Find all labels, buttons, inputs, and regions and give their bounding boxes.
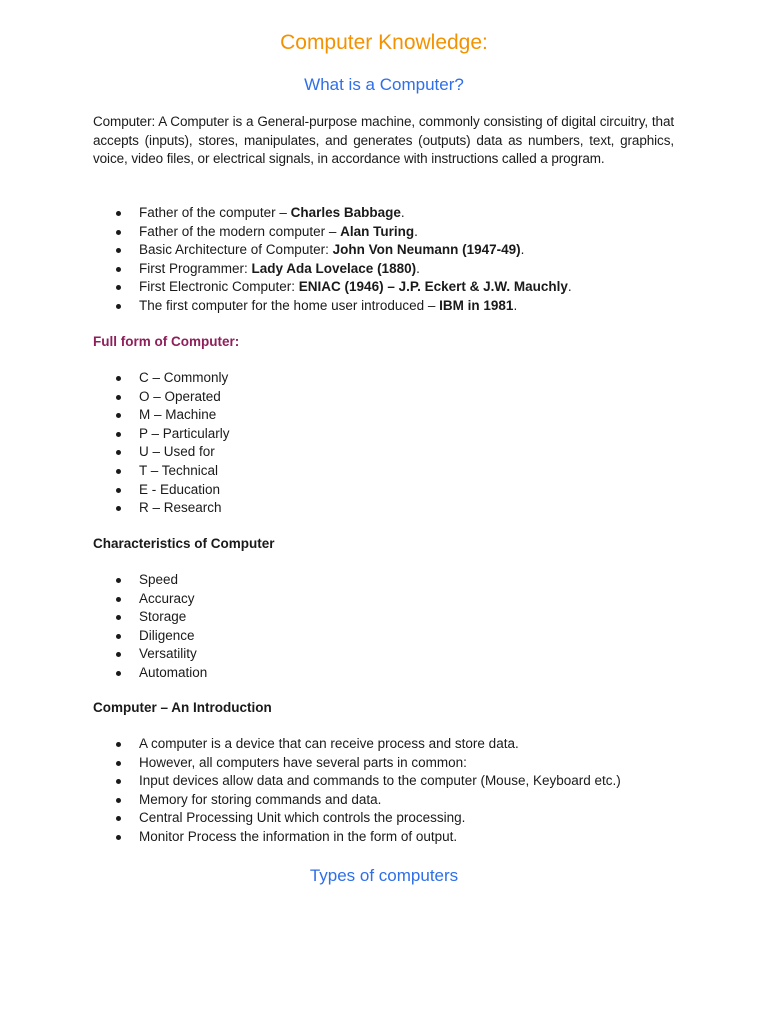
bullet-icon — [116, 761, 121, 766]
introduction-list — [93, 735, 693, 847]
list-item: Accuracy — [93, 590, 693, 609]
list-item: Basic Architecture of Computer: John Von Neumann (1947-49). — [93, 241, 693, 260]
bullet-icon — [116, 230, 121, 235]
introduction-heading: Computer – An Introduction — [93, 700, 272, 715]
list-item: Father of the computer – Charles Babbage. — [93, 204, 693, 223]
list-item: Diligence — [93, 627, 693, 646]
bullet-icon — [116, 506, 121, 511]
characteristics-heading: Characteristics of Computer — [93, 536, 275, 551]
bullet-icon — [116, 432, 121, 437]
list-item: R – Research — [93, 499, 693, 518]
full-form-list — [93, 369, 693, 518]
bullet-icon — [116, 267, 121, 272]
bullet-icon — [116, 304, 121, 309]
list-item: Automation — [93, 664, 693, 683]
bullet-icon — [116, 248, 121, 253]
full-form-heading: Full form of Computer: — [93, 334, 240, 349]
bullet-icon — [116, 285, 121, 290]
bullet-icon — [116, 488, 121, 493]
bullet-icon — [116, 779, 121, 784]
what-is-computer-heading: What is a Computer? — [304, 75, 464, 94]
list-item: Input devices allow data and commands to the computer (Mouse, Keyboard etc.) — [93, 772, 693, 791]
bullet-icon — [116, 798, 121, 803]
bullet-icon — [116, 376, 121, 381]
bullet-icon — [116, 742, 121, 747]
list-item: T – Technical — [93, 462, 693, 481]
list-item: Storage — [93, 608, 693, 627]
bullet-icon — [116, 634, 121, 639]
bullet-icon — [116, 413, 121, 418]
list-item: O – Operated — [93, 388, 693, 407]
list-item: Memory for storing commands and data. — [93, 791, 693, 810]
list-item: Father of the modern computer – Alan Turing. — [93, 223, 693, 242]
list-item: P – Particularly — [93, 425, 693, 444]
bullet-icon — [116, 211, 121, 216]
list-item: Versatility — [93, 645, 693, 664]
bullet-icon — [116, 835, 121, 840]
bullet-icon — [116, 652, 121, 657]
list-item: U – Used for — [93, 443, 693, 462]
list-item: Speed — [93, 571, 693, 590]
bullet-icon — [116, 597, 121, 602]
list-item: First Programmer: Lady Ada Lovelace (1880). — [93, 260, 693, 279]
list-item: M – Machine — [93, 406, 693, 425]
types-of-computers-heading: Types of computers — [309, 866, 459, 885]
list-item: Monitor Process the information in the form of output. — [93, 828, 693, 847]
characteristics-list — [93, 571, 693, 683]
bullet-icon — [116, 578, 121, 583]
bullet-icon — [116, 816, 121, 821]
list-item: E - Education — [93, 481, 693, 500]
list-item: The first computer for the home user introduced – IBM in 1981. — [93, 297, 693, 316]
list-item: However, all computers have several parts in common: — [93, 754, 693, 773]
list-item: First Electronic Computer: ENIAC (1946) – J.P. Eckert & J.W. Mauchly. — [93, 278, 693, 297]
list-item: Central Processing Unit which controls the processing. — [93, 809, 693, 828]
list-item: A computer is a device that can receive process and store data. — [93, 735, 693, 754]
bullet-icon — [116, 615, 121, 620]
bullet-icon — [116, 671, 121, 676]
bullet-icon — [116, 395, 121, 400]
bullet-icon — [116, 450, 121, 455]
facts-list — [93, 204, 693, 316]
list-item: C – Commonly — [93, 369, 693, 388]
bullet-icon — [116, 469, 121, 474]
document-title: Computer Knowledge: — [280, 31, 488, 54]
intro-paragraph: Computer: A Computer is a General-purpose machine, commonly consisting of digital circuitry, that accepts (inputs), stores, manipulates, and generates (outputs) data as numbers, text, graphics, voice, video files, or electrical signals, in accordance with instructions called a program. — [93, 114, 674, 167]
